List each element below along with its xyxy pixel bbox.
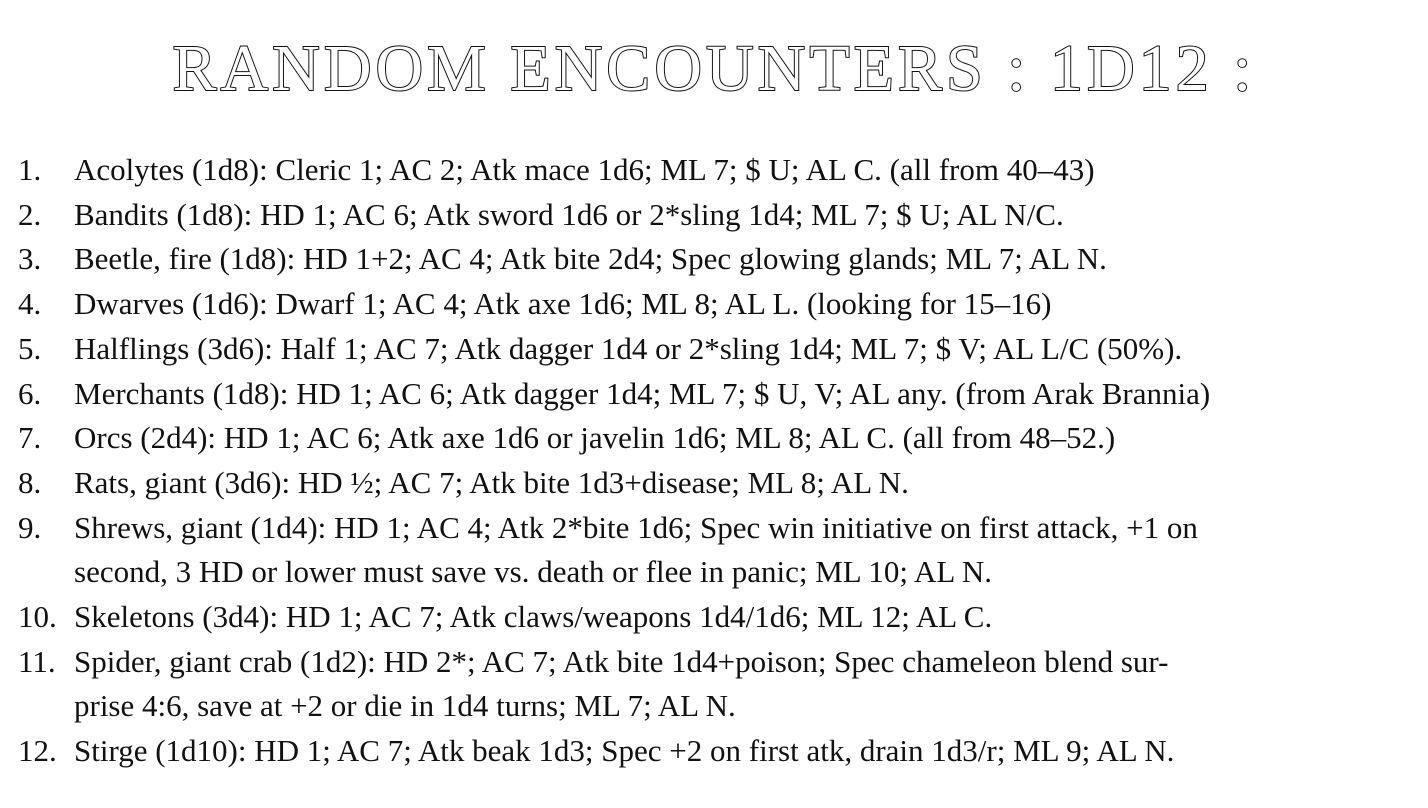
item-text xyxy=(74,282,1413,327)
item-number: 10. xyxy=(18,599,57,635)
item-line-continuation: prise 4:6, save at +2 or die in 1d4 turns; ML 7; AL N. xyxy=(74,688,736,724)
item-line: Halflings (3d6): Half 1; AC 7; Atk dagger 1d4 or 2*sling 1d4; ML 7; $ V; AL L/C (50%). xyxy=(74,330,1183,366)
item-line: Bandits (1d8): HD 1; AC 6; Atk sword 1d6 or 2*sling 1d4; ML 7; $ U; AL N/C. xyxy=(74,196,1064,232)
item-line: Skeletons (3d4): HD 1; AC 7; Atk claws/weapons 1d4/1d6; ML 12; AL C. xyxy=(74,599,993,635)
item-line: Dwarves (1d6): Dwarf 1; AC 4; Atk axe 1d6; ML 8; AL L. (looking for 15–16) xyxy=(74,286,1052,322)
list-item xyxy=(18,372,1413,417)
item-line: Spider, giant crab (1d2): HD 2*; AC 7; Atk bite 1d4+poison; Spec chameleon blend sur- xyxy=(74,643,1169,679)
item-line: Shrews, giant (1d4): HD 1; AC 4; Atk 2*bite 1d6; Spec win initiative on first attack, +1 on xyxy=(74,509,1198,545)
list-item xyxy=(18,506,1413,595)
list-item xyxy=(18,729,1413,774)
item-text xyxy=(74,237,1413,282)
item-line: Beetle, fire (1d8): HD 1+2; AC 4; Atk bite 2d4; Spec glowing glands; ML 7; AL N. xyxy=(74,241,1107,277)
list-item xyxy=(18,193,1413,238)
item-line: Acolytes (1d8): Cleric 1; AC 2; Atk mace 1d6; ML 7; $ U; AL C. (all from 40–43) xyxy=(74,152,1095,187)
item-number: 1. xyxy=(18,152,42,187)
list-item xyxy=(18,237,1413,282)
list-item xyxy=(18,282,1413,327)
list-item xyxy=(18,461,1413,506)
list-item xyxy=(18,327,1413,372)
item-line: Orcs (2d4): HD 1; AC 6; Atk axe 1d6 or javelin 1d6; ML 8; AL C. (all from 48–52.) xyxy=(74,420,1116,456)
item-text xyxy=(74,327,1413,372)
item-text xyxy=(74,595,1413,640)
item-text xyxy=(74,416,1413,461)
item-line-continuation: second, 3 HD or lower must save vs. death or flee in panic; ML 10; AL N. xyxy=(74,554,993,590)
item-number: 3. xyxy=(18,241,42,277)
list-item xyxy=(18,148,1413,193)
item-line: Rats, giant (3d6): HD ½; AC 7; Atk bite 1d3+disease; ML 8; AL N. xyxy=(74,464,909,500)
item-number: 5. xyxy=(18,330,42,366)
item-number: 6. xyxy=(18,375,42,411)
item-text xyxy=(74,640,1413,729)
item-number: 11. xyxy=(18,643,56,679)
item-number: 4. xyxy=(18,286,42,322)
item-text xyxy=(74,506,1413,595)
item-line: Merchants (1d8): HD 1; AC 6; Atk dagger 1d4; ML 7; $ U, V; AL any. (from Arak Brannia) xyxy=(74,375,1211,411)
encounter-list xyxy=(18,148,1413,774)
item-text xyxy=(74,461,1413,506)
item-number: 9. xyxy=(18,509,42,545)
item-text xyxy=(74,729,1413,774)
item-number: 12. xyxy=(18,733,57,769)
page-title: RANDOM ENCOUNTERS : 1D12 : xyxy=(172,32,1256,105)
item-number: 7. xyxy=(18,420,42,456)
item-line: Stirge (1d10): HD 1; AC 7; Atk beak 1d3; Spec +2 on first atk, drain 1d3/r; ML 9; AL N. xyxy=(74,733,1175,769)
item-number: 2. xyxy=(18,196,42,232)
list-item xyxy=(18,640,1413,729)
item-number: 8. xyxy=(18,464,42,500)
list-item xyxy=(18,595,1413,640)
list-item xyxy=(18,416,1413,461)
item-text xyxy=(74,148,1413,193)
item-text xyxy=(74,193,1413,238)
item-text xyxy=(74,372,1413,417)
